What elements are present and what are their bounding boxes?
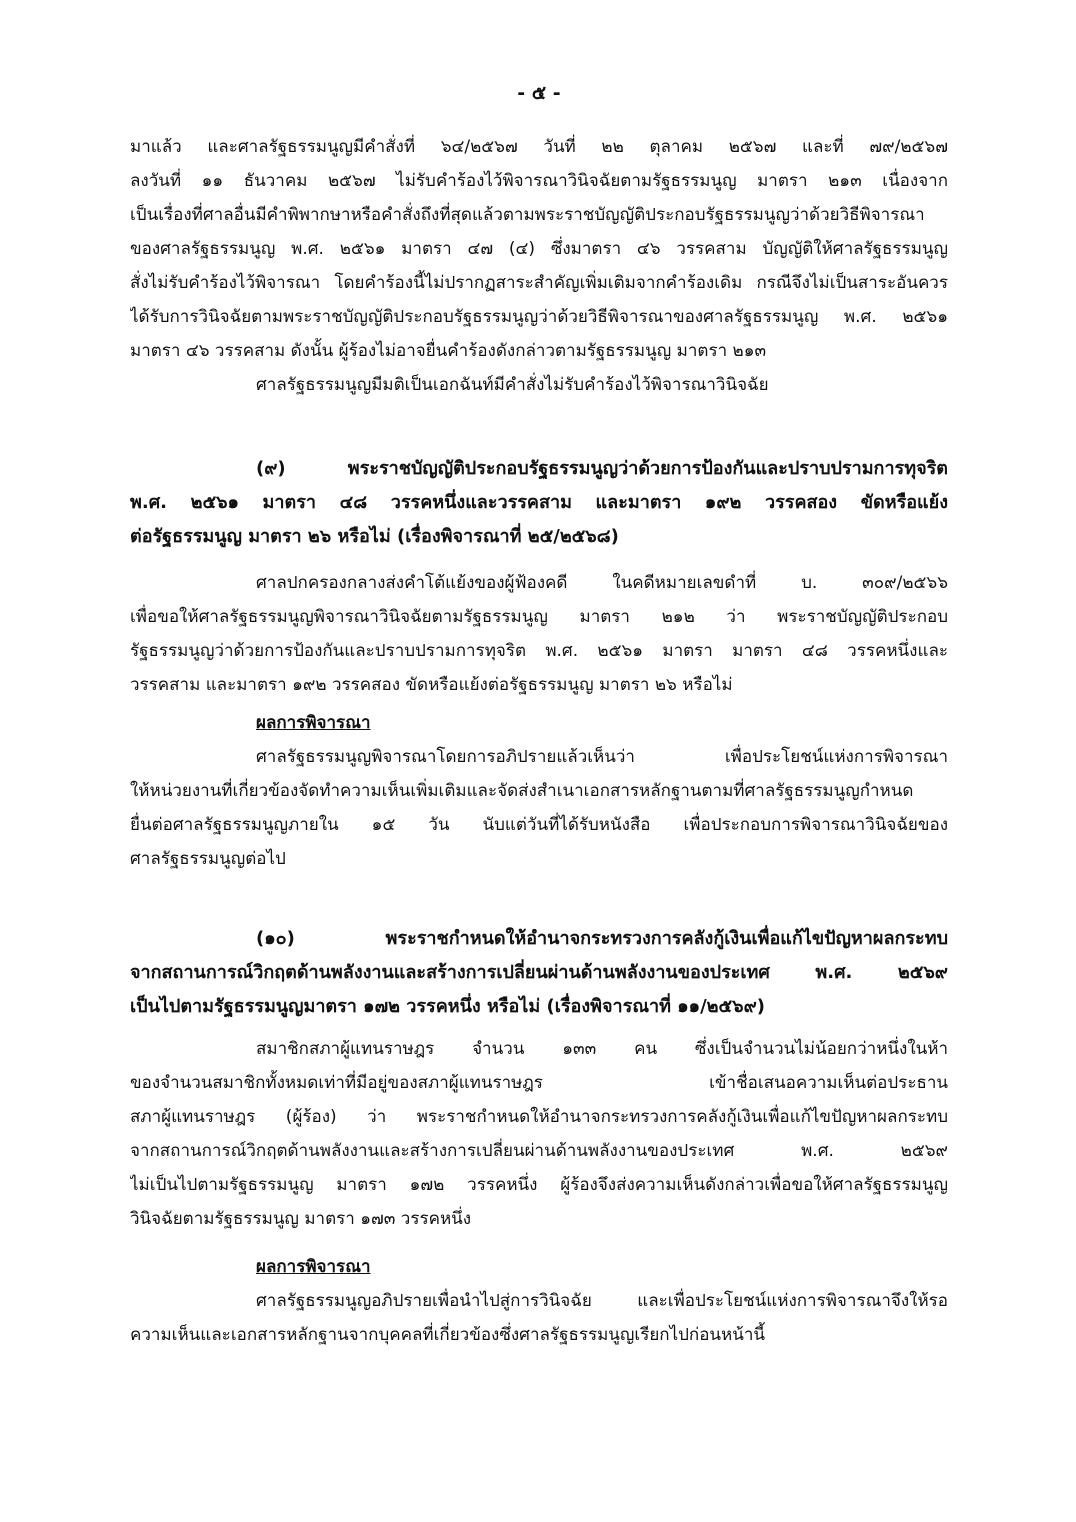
carryover-paragraph — [130, 130, 948, 402]
page-number: - ๕ - — [517, 82, 561, 104]
section-10-result-heading: ผลการพิจารณา — [256, 1257, 371, 1277]
heading-line: (๙) พระราชบัญญัติประกอบรัฐธรรมนูญว่าด้วยการป้องกันและปราบปรามการทุจริต — [256, 458, 948, 479]
paragraph-line: ของศาลรัฐธรรมนูญ พ.ศ. ๒๕๖๑ มาตรา ๔๗ (๔) ซึ่งมาตรา ๔๖ วรรคสาม บัญญัติให้ศาลรัฐธรรมนูญ — [130, 239, 948, 259]
paragraph-line: วรรคสาม และมาตรา ๑๙๒ วรรคสอง ขัดหรือแย้งต่อรัฐธรรมนูญ มาตรา ๒๖ หรือไม่ — [130, 675, 733, 695]
paragraph-line: ไม่เป็นไปตามรัฐธรรมนูญ มาตรา ๑๗๒ วรรคหนึ่ง ผู้ร้องจึงส่งความเห็นดังกล่าวเพื่อขอให้ศาลรัฐธรรมนูญ — [130, 1175, 948, 1195]
paragraph-line: เพื่อขอให้ศาลรัฐธรรมนูญพิจารณาวินิจฉัยตามรัฐธรรมนูญ มาตรา ๒๑๒ ว่า พระราชบัญญัติประกอบ — [130, 607, 948, 627]
heading-line: จากสถานการณ์วิกฤตด้านพลังงานและสร้างการเปลี่ยนผ่านด้านพลังงานของประเทศ พ.ศ. ๒๕๖๙ — [130, 962, 948, 983]
paragraph-line: ศาลปกครองกลางส่งคำโต้แย้งของผู้ฟ้องคดี ในคดีหมายเลขดำที่ บ. ๓๐๙/๒๕๖๖ — [256, 573, 948, 593]
conclusion-line: ศาลรัฐธรรมนูญมีมติเป็นเอกฉันท์มีคำสั่งไม่รับคำร้องไว้พิจารณาวินิจฉัย — [256, 375, 769, 395]
paragraph-line: สภาผู้แทนราษฎร (ผู้ร้อง) ว่า พระราชกำหนดให้อำนาจกระทรวงการคลังกู้เงินเพื่อแก้ไขปัญหาผลกระทบ — [130, 1107, 948, 1127]
paragraph-line: ได้รับการวินิจฉัยตามพระราชบัญญัติประกอบรัฐธรรมนูญว่าด้วยวิธีพิจารณาของศาลรัฐธรรมนูญ พ.ศ. ๒๕๖๑ — [130, 307, 948, 327]
paragraph-line: ลงวันที่ ๑๑ ธันวาคม ๒๕๖๗ ไม่รับคำร้องไว้พิจารณาวินิจฉัยตามรัฐธรรมนูญ มาตรา ๒๑๓ เนื่องจาก — [130, 171, 948, 191]
heading-line: พ.ศ. ๒๕๖๑ มาตรา ๔๘ วรรคหนึ่งและวรรคสาม และมาตรา ๑๙๒ วรรคสอง ขัดหรือแย้ง — [130, 492, 948, 513]
document-page — [130, 0, 948, 1522]
paragraph-line: มาแล้ว และศาลรัฐธรรมนูญมีคำสั่งที่ ๖๔/๒๕๖๗ วันที่ ๒๒ ตุลาคม ๒๕๖๗ และที่ ๗๙/๒๕๖๗ — [130, 137, 948, 157]
paragraph-line: ความเห็นและเอกสารหลักฐานจากบุคคลที่เกี่ยวข้องซึ่งศาลรัฐธรรมนูญเรียกไปก่อนหน้านี้ — [130, 1325, 766, 1345]
section-9-result-heading: ผลการพิจารณา — [256, 713, 371, 733]
paragraph-line: รัฐธรรมนูญว่าด้วยการป้องกันและปราบปรามการทุจริต พ.ศ. ๒๕๖๑ มาตรา มาตรา ๔๘ วรรคหนึ่งและ — [130, 641, 948, 661]
section-10-body — [130, 1032, 948, 1236]
paragraph-line: สั่งไม่รับคำร้องไว้พิจารณา โดยคำร้องนี้ไม่ปรากฏสาระสำคัญเพิ่มเติมจากคำร้องเดิม กรณีจึงไม่เป็นสาระอันควร — [130, 273, 948, 293]
paragraph-line: ให้หน่วยงานที่เกี่ยวข้องจัดทำความเห็นเพิ่มเติมและจัดส่งสำเนาเอกสารหลักฐานตามที่ศาลรัฐธรรมนูญกำหนด — [130, 781, 914, 801]
paragraph-line: มาตรา ๔๖ วรรคสาม ดังนั้น ผู้ร้องไม่อาจยื่นคำร้องดังกล่าวตามรัฐธรรมนูญ มาตรา ๒๑๓ — [130, 341, 767, 361]
paragraph-line: วินิจฉัยตามรัฐธรรมนูญ มาตรา ๑๗๓ วรรคหนึ่ง — [130, 1209, 472, 1229]
heading-line: เป็นไปตามรัฐธรรมนูญมาตรา ๑๗๒ วรรคหนึ่ง หรือไม่ (เรื่องพิจารณาที่ ๑๑/๒๕๖๙) — [130, 996, 766, 1017]
section-9-result — [130, 740, 948, 876]
paragraph-line: ศาลรัฐธรรมนูญอภิปรายเพื่อนำไปสู่การวินิจฉัย และเพื่อประโยชน์แห่งการพิจารณาจึงให้รอ — [256, 1291, 948, 1311]
heading-line: ต่อรัฐธรรมนูญ มาตรา ๒๖ หรือไม่ (เรื่องพิจารณาที่ ๒๕/๒๕๖๘) — [130, 526, 619, 547]
paragraph-line: เป็นเรื่องที่ศาลอื่นมีคำพิพากษาหรือคำสั่งถึงที่สุดแล้วตามพระราชบัญญัติประกอบรัฐธรรมนูญว่าด้วยวิธีพิจารณา — [130, 205, 925, 225]
section-9-body — [130, 566, 948, 702]
heading-line: (๑๐) พระราชกำหนดให้อำนาจกระทรวงการคลังกู้เงินเพื่อแก้ไขปัญหาผลกระทบ — [256, 928, 948, 949]
paragraph-line: ศาลรัฐธรรมนูญต่อไป — [130, 849, 286, 869]
paragraph-line: ศาลรัฐธรรมนูญพิจารณาโดยการอภิปรายแล้วเห็นว่า เพื่อประโยชน์แห่งการพิจารณา — [256, 747, 948, 767]
section-9-heading — [130, 452, 948, 554]
paragraph-line: สมาชิกสภาผู้แทนราษฎร จำนวน ๑๓๓ คน ซึ่งเป็นจำนวนไม่น้อยกว่าหนึ่งในห้า — [256, 1039, 948, 1059]
paragraph-line: จากสถานการณ์วิกฤตด้านพลังงานและสร้างการเปลี่ยนผ่านด้านพลังงานของประเทศ พ.ศ. ๒๕๖๙ — [130, 1141, 948, 1161]
section-10-heading — [130, 922, 948, 1024]
section-10-result — [130, 1284, 948, 1352]
paragraph-line: ยื่นต่อศาลรัฐธรรมนูญภายใน ๑๕ วัน นับแต่วันที่ได้รับหนังสือ เพื่อประกอบการพิจารณาวินิจฉัยของ — [130, 815, 948, 835]
paragraph-line: ของจำนวนสมาชิกทั้งหมดเท่าที่มีอยู่ของสภาผู้แทนราษฎร เข้าชื่อเสนอความเห็นต่อประธาน — [130, 1073, 948, 1093]
